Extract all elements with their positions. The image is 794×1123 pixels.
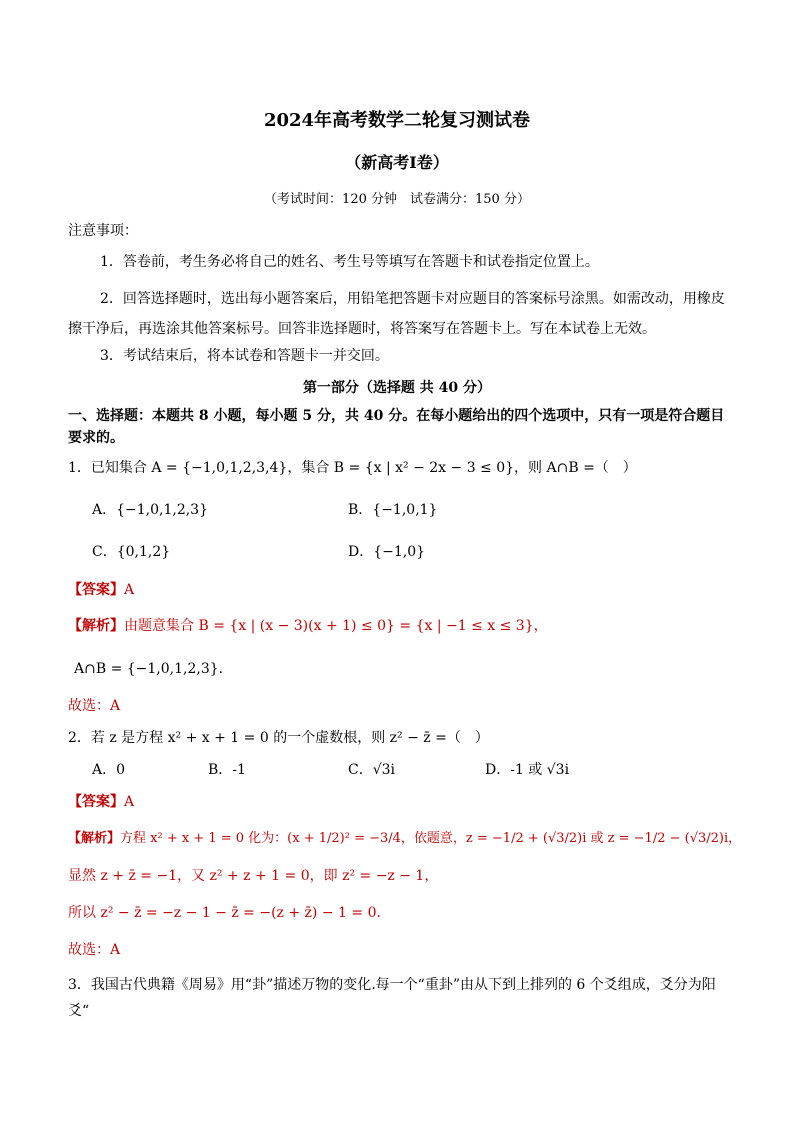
q2-analysis-label: 【解析】 xyxy=(68,831,121,846)
q1-conclusion: 故选：A xyxy=(68,698,121,714)
q2-option-d: D．-1 或 √3i xyxy=(485,762,570,778)
q2-answer-label: 【答案】 xyxy=(68,794,124,810)
q1-answer-value: A xyxy=(124,582,135,598)
q2-analysis xyxy=(68,829,741,849)
notice-item-2: 2．回答选择题时，选出每小题答案后，用铅笔把答题卡对应题目的答案标号涂黑。如需改动，用橡皮擦干净后，再选涂其他答案标号。回答非选择题时，将答案写在答题卡上。写在本试卷上无效。 xyxy=(68,291,725,337)
q2-answer-value: A xyxy=(124,794,135,810)
q1-stem: 1．已知集合 A = {−1,0,1,2,3,4}，集合 B = {x | x² − 2x − 3 ≤ 0}，则 A∩B =（ ） xyxy=(68,460,637,476)
notice-item-3: 3．考试结束后，将本试卷和答题卡一并交回。 xyxy=(100,348,389,364)
page-subtitle: （新高考Ⅰ卷） xyxy=(345,153,449,172)
q1-analysis-line-2: A∩B = {−1,0,1,2,3}. xyxy=(74,661,224,677)
q1-analysis-label: 【解析】 xyxy=(68,618,124,634)
q1-option-a: A．{−1,0,1,2,3} xyxy=(92,502,208,518)
q2-analysis-line-3: 所以 z² − z̄ = −z − 1 − z̄ = −(z + z̄) − 1 = 0. xyxy=(68,905,381,921)
notice-item-1: 1．答卷前，考生务必将自己的姓名、考生号等填写在答题卡和试卷指定位置上。 xyxy=(100,254,599,270)
part1-instructions: 一、选择题：本题共 8 小题，每小题 5 分，共 40 分。在每小题给出的四个选项中，只有一项是符合题目要求的。 xyxy=(68,408,725,446)
q2-option-a: A．0 xyxy=(92,762,126,778)
page-title: 2024年高考数学二轮复习测试卷 xyxy=(263,110,531,131)
q2-conclusion: 故选：A xyxy=(68,942,121,958)
q1-analysis xyxy=(68,616,548,636)
exam-meta: （考试时间：120 分钟 试卷满分：150 分） xyxy=(264,192,530,207)
q2-answer xyxy=(68,792,134,812)
q1-answer-label: 【答案】 xyxy=(68,582,124,598)
q2-stem: 2．若 z 是方程 x² + x + 1 = 0 的一个虚数根，则 z² − z̄ =（ ） xyxy=(68,730,489,746)
notice-heading: 注意事项： xyxy=(68,223,138,239)
part1-heading: 第一部分（选择题 共 40 分） xyxy=(302,380,492,396)
q1-option-b: B．{−1,0,1} xyxy=(348,502,438,518)
q1-option-c: C．{0,1,2} xyxy=(92,544,171,560)
q1-answer xyxy=(68,580,134,600)
q2-option-b: B．-1 xyxy=(208,762,246,778)
q3-stem: 3．我国古代典籍《周易》用“卦”描述万物的变化.每一个“重卦”由从下到上排列的 6 个爻组成，爻分为阳爻“ xyxy=(68,977,716,1019)
q1-analysis-line-1: 由题意集合 B = {x | (x − 3)(x + 1) ≤ 0} = {x | −1 ≤ x ≤ 3}， xyxy=(124,618,548,634)
q1-option-d: D．{−1,0} xyxy=(348,544,426,560)
q2-analysis-line-1: 方程 x² + x + 1 = 0 化为：(x + 1/2)² = −3/4，依题意，z = −1/2 + (√3/2)i 或 z = −1/2 − (√3/2)i， xyxy=(120,831,742,846)
q2-analysis-line-2: 显然 z + z̄ = −1，又 z² + z + 1 = 0，即 z² = −z − 1， xyxy=(68,868,439,884)
q2-option-c: C．√3i xyxy=(348,762,396,778)
